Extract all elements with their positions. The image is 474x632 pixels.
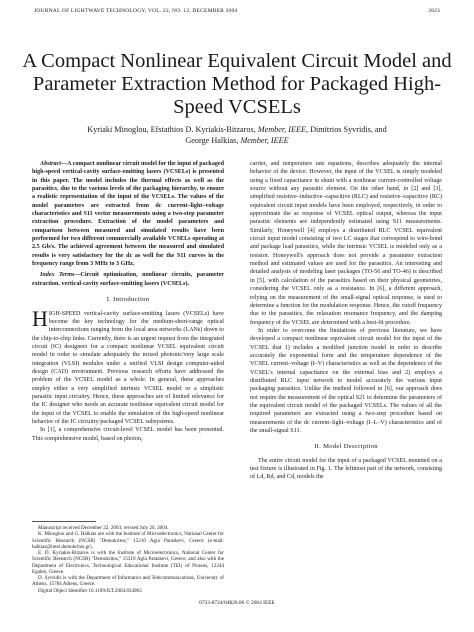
intro-paragraph-1-text: IGH-SPEED vertical-cavity surface-emitting lasers (VCSELs) have become the key technology for the medium-short-range optical interconnections ranging from the local area networks (LANs) down to the chip-to-chip links. Currently, there is an urgent request from the integrated circuit (IC) designers for a compact nonlinear VCSEL equivalent circuit model in order to simulate adequately the mixed photonic/very large scale integration (VLSI) modules under a unified VLSI design computer-aided design (CAD) environment. Previous research efforts have addressed the problem of the VCSEL model as a whole. In general, these approaches employ either a very simplified intrinsic VCSEL model or a simplistic parasitic input circuitry. Hence, these approaches are of limited relevance for the IC designer who needs an accurate nonlinear equivalent circuit model for the input of the VCSEL to enable the simulation of the high-speed nonlinear behavior of the IC circuitry/packaged VCSEL subsystems.: [32, 310, 224, 425]
paper-title: A Compact Nonlinear Equivalent Circuit Model and Parameter Extraction Method for Packaged High-Speed VCSELs: [22, 50, 452, 118]
footnote-kyriakis: E. D. Kyriakis-Bitzaros is with the Institute of Microelectronics, National Center for Scientific Research (NCSR) "Demokritos," 15310 Agia Paraskevi, Greece, and also with the Department of Electronics, Technological Educational Institute (TEI) of Piraeus, 12244 Egaleo, Greece.: [32, 550, 224, 575]
author-names-tail: Dimitrios Syvridis, and: [310, 125, 387, 134]
page-number: 2823: [428, 8, 440, 14]
section-heading-model: II. Model Description: [314, 443, 378, 451]
abstract-text: A compact nonlinear circuit model for the input of packaged high-speed vertical-cavity surface-emitting lasers (VCSELs) is presented in this paper. The model includes the thermal effects as well as the parasitics, due to the various levels of the packaging hierarchy, to ensure a realistic representation of the input of the VCSELs. The values of the model parameters are extracted from dc current–light–voltage characteristics and S11 vector measurements using a two-step parameter extraction procedure. Extraction of the model parameters and comparison between measured and simulated results have been performed for two different commercially available VCSELs operating at 2.5 Gb/s. The achieved agreement between the measured and simulated results is very satisfactory for the dc as well for the S11 curves in the frequency range from 3 MHz to 3 GHz.: [32, 161, 225, 268]
left-column: [32, 160, 224, 443]
intro-paragraph-3: carrier, and temperature rate equations, describes adequately the internal behavior of the device. However, the input of the VCSEL is simply modeled using a fixed capacitance in shunt with a nonlinear current-controlled voltage source without any parasitic element. On the other hand, in [2] and [3], simplified resistive–inductive–capacitive (RLC) and resistive–capacitive (RC) equivalent circuit input models have been employed, respectively, in order to approximate the ac response of VCSEL optical output, whereas the input parasitic elements are independently estimated using S11 measurements. Similarly, Honeywell [4] employs a distributed RLC VCSEL equivalent circuit input model consisting of two LC stages that correspond to wire-bond and package lead parasitics, while the intrinsic VCSEL is modeled only as a resistor. Honeywell's approach does not provide a parameter extraction method and estimated values are used for the parasitics. An interesting and detailed analysis of modeling laser packages (TO-56 and TO-46) is described in [5], with calculation of the parasitics based on their physical geometries, considering the VCSEL only as a resistance. In [6], a different approach, relying on the measurement of the small-signal optical response, is used to determine a function for the modulation response. Hence, the cutoff frequency due to the parasitics, the relaxation resonance frequency, and the damping frequency of the VCSEL are determined with a best-fit procedure.: [250, 161, 442, 326]
index-terms-text: Circuit optimization, nonlinear circuits, parameter extraction, vertical-cavity surface-emitting lasers (VCSELs).: [32, 272, 224, 287]
author-names: Kyriaki Minoglou, Efstathios D. Kyriakis-Bitzaros,: [87, 125, 256, 134]
footnote-rule: [32, 521, 96, 522]
right-column: [250, 160, 442, 482]
copyright-footer: 0733-8724/04$20.00 © 2004 IEEE: [199, 600, 275, 606]
footnote-received: Manuscript received December 22, 2003; revised July 20, 2004.: [38, 525, 169, 531]
running-head: [34, 8, 440, 14]
index-terms-label: Index Terms—: [40, 272, 81, 279]
author-role: Member, IEEE,: [257, 125, 309, 134]
journal-header: JOURNAL OF LIGHTWAVE TECHNOLOGY, VOL. 22, NO. 12, DECEMBER 2004: [34, 8, 238, 14]
model-paragraph-1: The entire circuit model for the input of a packaged VCSEL mounted on a test fixture is illustrated in Fig. 1. The leftmost part of the network, consisting of Ld, Rd, and Cd, models the: [250, 457, 442, 481]
author-list: [30, 124, 444, 146]
section-heading-introduction: I. Introduction: [106, 296, 150, 304]
intro-paragraph-1: [32, 305, 224, 427]
abstract: [32, 160, 224, 268]
intro-paragraph-4: In order to overcome the limitations of previous literature, we have developed a compact nonlinear equivalent circuit model for the input of the VCSEL that 1) includes a modified junction model in order to describe accurately the exponential form and the temperature dependence of the VCSEL current–voltage (I–V) characteristics as well as the dependence of the VCSEL's internal capacitance on the external bias and 2) employs a distributed RLC input network to model accurately the various input packaging parasitics. Unlike the method followed in [6], our approach does not require the measurement of the optical S21 to determine the parameters of the equivalent circuit model of the packaged VCSELs. The values of all the required parameters are extracted using a two-step procedure based on measurements of the dc current–light–voltage (I–L–V) characteristics and of the small-signal S11.: [250, 327, 442, 434]
author-name-last: George Halkias,: [185, 136, 239, 145]
index-terms: [32, 271, 224, 288]
author-role-last: Member, IEEE: [240, 136, 289, 145]
abstract-label: Abstract—: [40, 161, 68, 167]
footnote-syvridis: D. Syvridis is with the Department of Informatics and Telecommunications, University of Athens, 15784 Athens, Greece.: [32, 575, 224, 588]
footnote-doi: Digital Object Identifier 10.1109/JLT.2004.834983: [38, 587, 142, 594]
intro-paragraph-2: In [1], a comprehensive circuit-level VCSEL model has been presented. This comprehensive model, based on photon,: [32, 427, 224, 442]
drop-cap: H: [32, 305, 48, 331]
footnotes: [32, 521, 224, 594]
footnote-minoglou-halkias: K. Minoglou and G. Halkias are with the Institute of Microelectronics, National Center for Scientific Research (NCSR) "Demokritos," 15310 Agia Paraskevi, Greece (e-mail: halkias@imel.demokritos.gr).: [32, 531, 224, 550]
